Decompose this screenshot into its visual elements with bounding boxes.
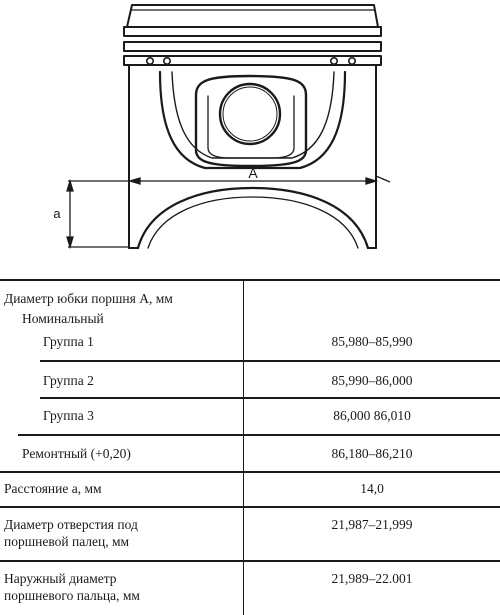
dimension-label-A: A	[248, 165, 258, 181]
repair-label: Ремонтный (+0,20)	[22, 446, 131, 461]
row-divider	[0, 560, 500, 562]
group-1-value: 85,980–85,990	[331, 334, 413, 349]
table-border-top	[0, 279, 500, 281]
group-3-value: 86,000 86,010	[333, 408, 411, 423]
row-divider	[0, 471, 500, 473]
dimension-label-a: a	[53, 206, 61, 221]
repair-value: 86,180–86,210	[331, 446, 413, 461]
pin-value: 21,989–22.001	[331, 571, 413, 586]
spec-table	[0, 279, 500, 615]
piston-ring-1	[124, 27, 381, 36]
pin-label-line2: поршневого пальца, мм	[4, 588, 140, 603]
piston-drawing	[0, 0, 500, 262]
group-2-label: Группа 2	[43, 373, 94, 388]
distance-value: 14,0	[360, 481, 384, 496]
row-divider	[40, 397, 500, 399]
row-divider	[0, 506, 500, 508]
bore-label-line2: поршневой палец, мм	[4, 534, 130, 549]
piston-crown	[127, 5, 378, 27]
group-2-value: 85,990–86,000	[331, 373, 413, 388]
row-divider	[40, 360, 500, 362]
skirt-diameter-header: Диаметр юбки поршня А, мм	[4, 291, 173, 306]
pin-label-line1: Наружный диаметр	[4, 571, 117, 586]
group-1-label: Группа 1	[43, 334, 94, 349]
nominal-header: Номинальный	[22, 311, 104, 326]
bore-label-line1: Диаметр отверстия под	[4, 517, 138, 532]
distance-label: Расстояние а, мм	[4, 481, 102, 496]
bore-value: 21,987–21,999	[331, 517, 413, 532]
group-3-label: Группа 3	[43, 408, 94, 423]
piston-ring-3	[124, 56, 381, 65]
piston-pin-bore	[220, 84, 280, 144]
piston-ring-2	[124, 42, 381, 51]
row-divider	[18, 434, 500, 436]
